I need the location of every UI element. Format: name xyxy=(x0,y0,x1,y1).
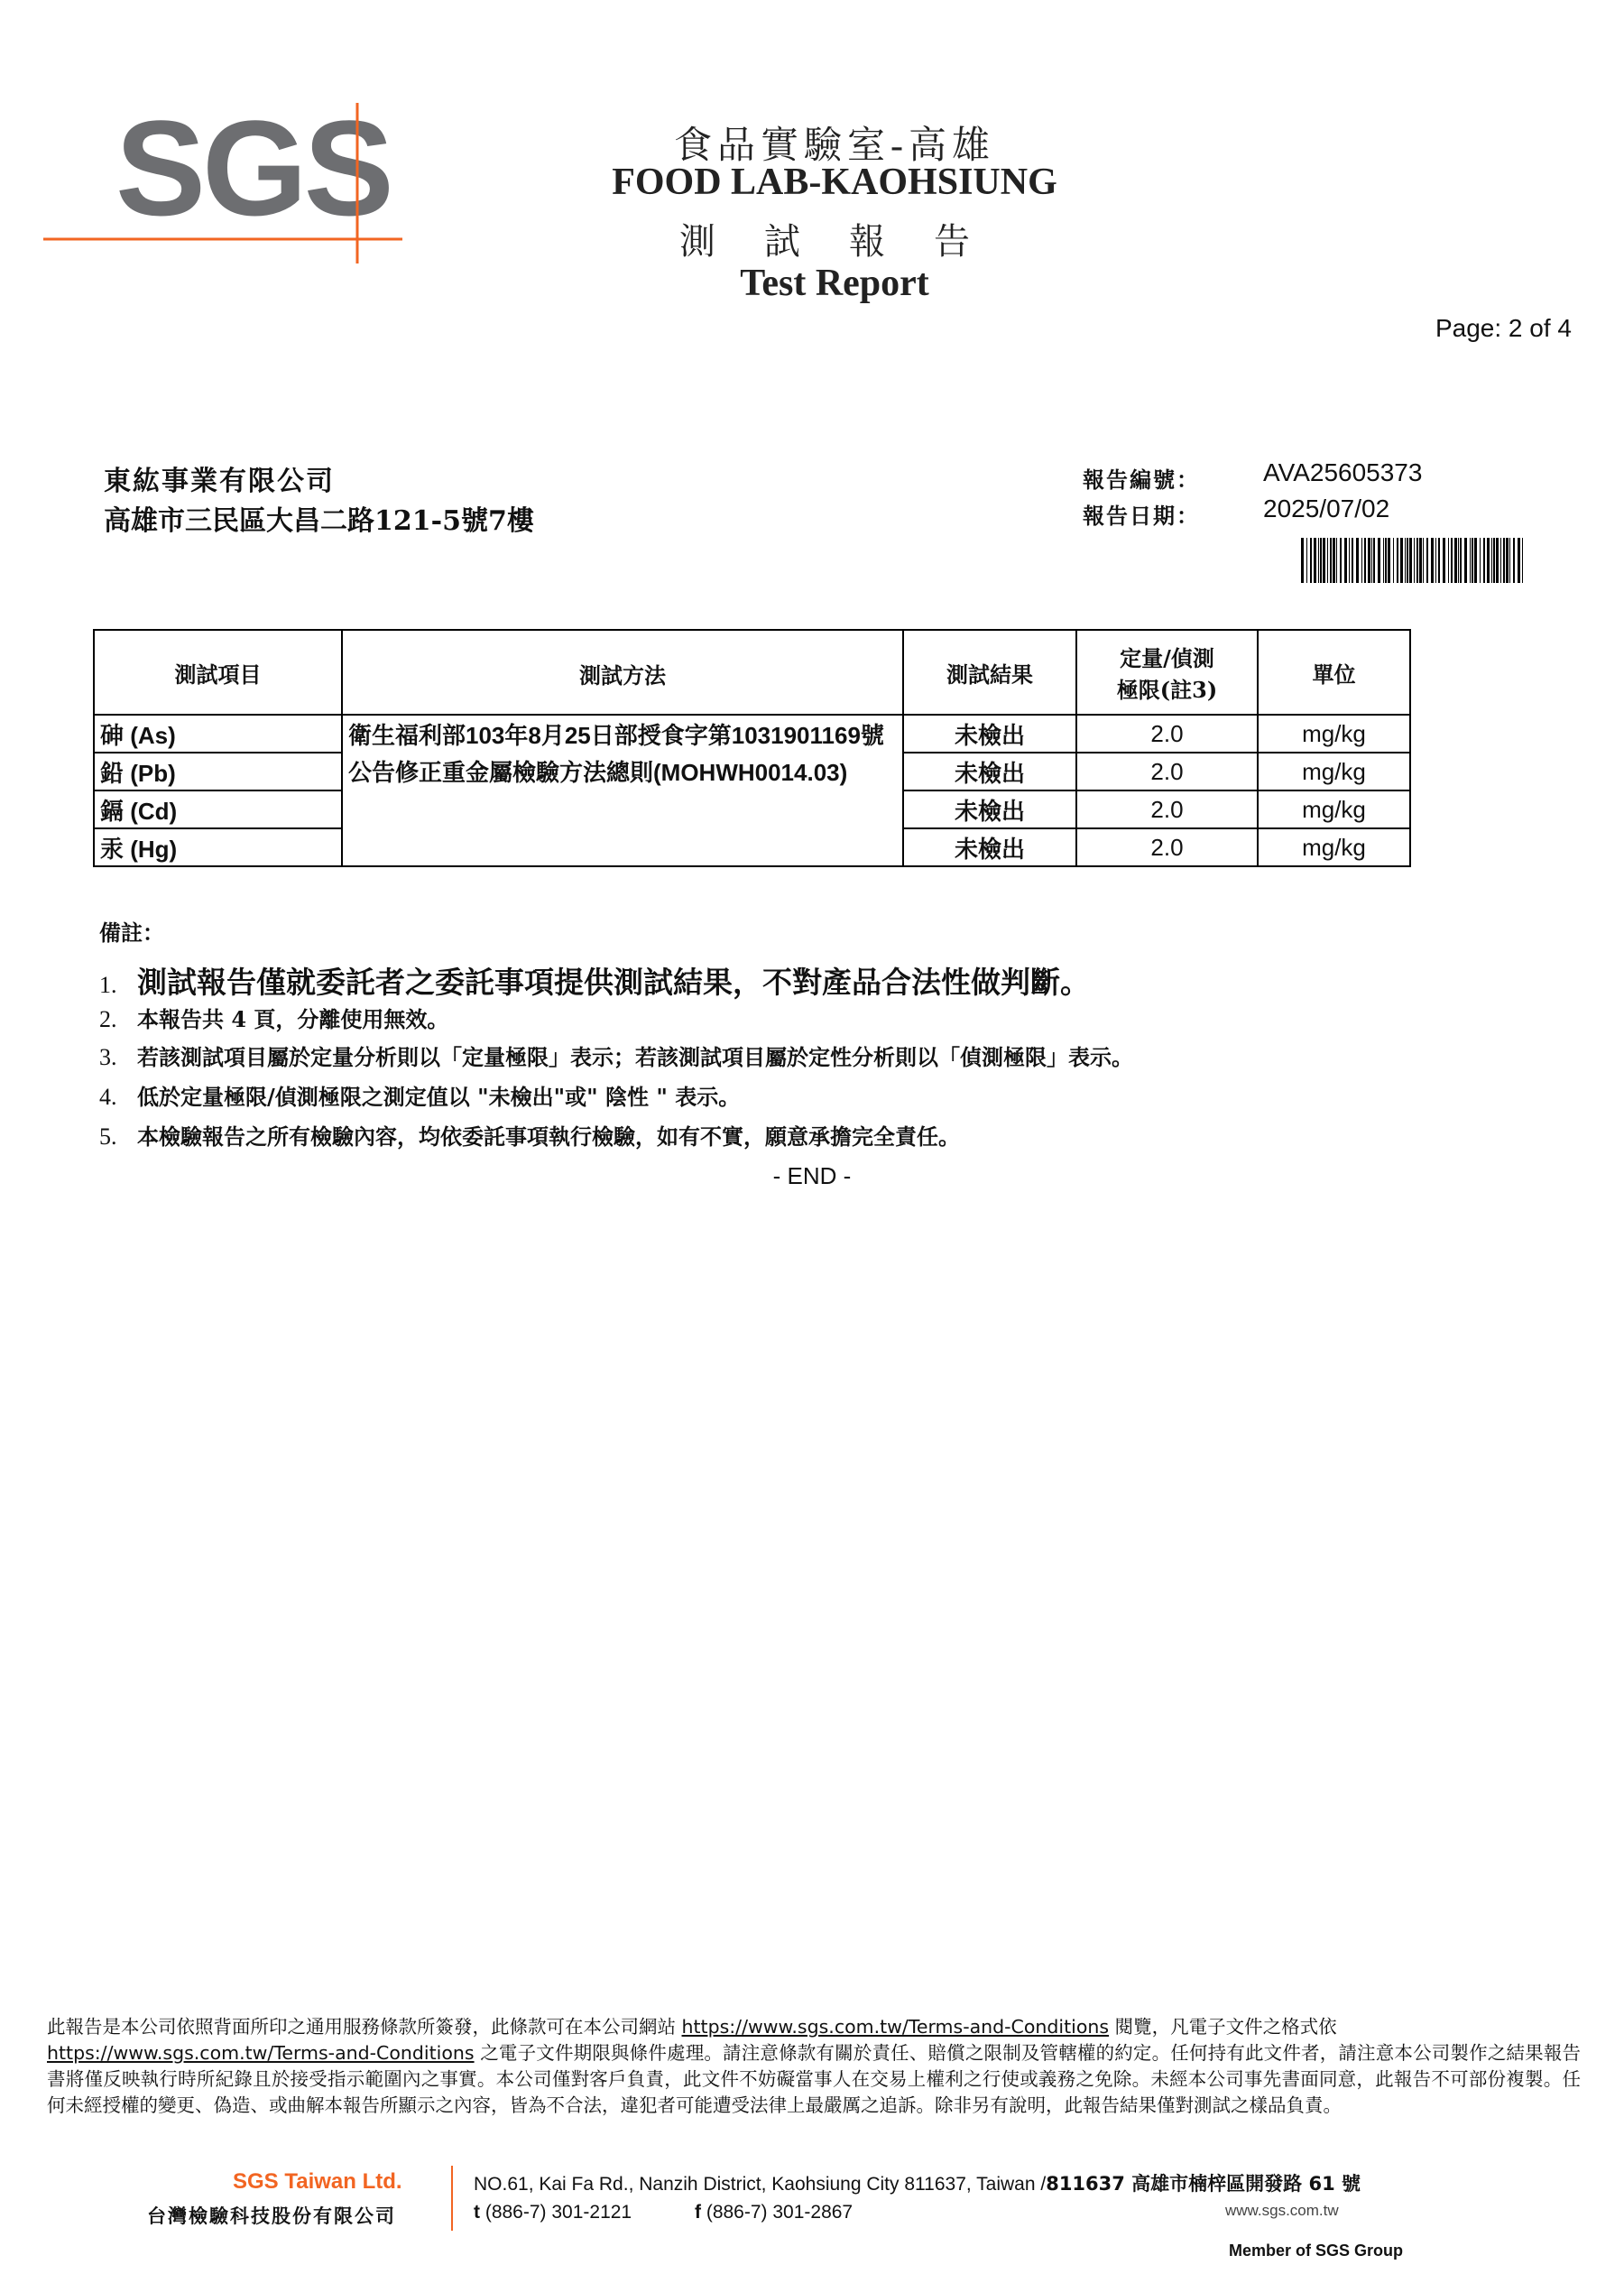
limit-cell: 2.0 xyxy=(1076,715,1258,753)
item-cell: 砷 (As) xyxy=(94,715,342,753)
table-header-row xyxy=(94,630,1410,715)
fax-number: (886-7) 301-2867 xyxy=(701,2202,854,2223)
remark-number: 3. xyxy=(99,1044,117,1070)
remark-item xyxy=(99,1040,1133,1071)
barcode-bar xyxy=(1458,538,1459,583)
phone-number: (886-7) 301-2121 xyxy=(480,2202,632,2223)
barcode-bar xyxy=(1310,538,1312,583)
barcode-bar xyxy=(1491,538,1492,583)
remark-number: 5. xyxy=(99,1123,117,1150)
barcode-bar xyxy=(1513,538,1515,583)
result-cell: 未檢出 xyxy=(903,753,1076,790)
lab-name-en: FOOD LAB-KAOHSIUNG xyxy=(612,162,1057,203)
barcode-bar xyxy=(1472,538,1473,583)
barcode-bar xyxy=(1364,538,1366,583)
barcode-bar xyxy=(1333,538,1335,583)
logo-text: SGS xyxy=(115,99,391,244)
item-cell: 汞 (Hg) xyxy=(94,828,342,866)
company-fax xyxy=(695,2202,853,2223)
barcode-bar xyxy=(1301,538,1304,583)
barcode-bar xyxy=(1448,538,1449,583)
report-date: 2025/07/02 xyxy=(1263,495,1390,522)
barcode-bar xyxy=(1393,538,1394,583)
barcode-bar xyxy=(1460,538,1462,583)
fax-prefix: f xyxy=(695,2202,701,2223)
barcode-bar xyxy=(1409,538,1412,583)
company-name-en: SGS Taiwan Ltd. xyxy=(233,2169,402,2194)
remark-text: 本檢驗報告之所有檢驗內容，均依委託事項執行檢驗，如有不實，願意承擔完全責任。 xyxy=(137,1123,960,1150)
barcode-bar xyxy=(1327,538,1328,583)
barcode-bar xyxy=(1371,538,1372,583)
remark-text: 本報告共 4 頁，分離使用無效。 xyxy=(137,1006,449,1032)
unit-cell: mg/kg xyxy=(1258,753,1410,790)
remark-number: 2. xyxy=(99,1006,117,1032)
header-result: 測試結果 xyxy=(903,630,1076,715)
result-cell: 未檢出 xyxy=(903,790,1076,828)
sgs-logo xyxy=(43,99,413,271)
barcode-bar xyxy=(1438,538,1440,583)
method-cell: 衛生福利部103年8月25日部授食字第1031901169號公告修正重金屬檢驗方法總則(MOHWH0014.03) xyxy=(342,715,903,866)
report-date-label: 報告日期： xyxy=(1083,503,1200,529)
barcode xyxy=(1301,538,1527,583)
end-marker: - END - xyxy=(772,1162,852,1189)
barcode-bar xyxy=(1400,538,1403,583)
header-limit-line1: 定量/偵測 xyxy=(1120,645,1214,671)
header-method: 測試方法 xyxy=(342,630,903,715)
barcode-bar xyxy=(1320,538,1322,583)
barcode-bar xyxy=(1426,538,1428,583)
remark-text: 若該測試項目屬於定量分析則以「定量極限」表示；若該測試項目屬於定性分析則以「偵測極限」表示。 xyxy=(137,1044,1133,1070)
report-title-en: Test Report xyxy=(740,263,929,304)
barcode-bar xyxy=(1405,538,1406,583)
report-number: AVA25605373 xyxy=(1263,458,1423,486)
address-zh: 811637 高雄市楠梓區開發路 61 號 xyxy=(1046,2173,1361,2195)
barcode-bar xyxy=(1487,538,1490,583)
barcode-bar xyxy=(1454,538,1457,583)
terms-link[interactable]: https://www.sgs.com.tw/Terms-and-Conditions xyxy=(681,2016,1110,2038)
remark-number: 1. xyxy=(99,972,117,998)
barcode-bar xyxy=(1368,538,1370,583)
report-title-zh: 測 試 報 告 xyxy=(679,221,990,262)
header-unit: 單位 xyxy=(1258,630,1410,715)
barcode-bar xyxy=(1464,538,1467,583)
barcode-bar xyxy=(1493,538,1495,583)
item-cell: 鉛 (Pb) xyxy=(94,753,342,790)
header-limit xyxy=(1076,630,1258,715)
barcode-bar xyxy=(1323,538,1325,583)
barcode-bar xyxy=(1474,538,1477,583)
barcode-bar xyxy=(1318,538,1319,583)
limit-cell: 2.0 xyxy=(1076,753,1258,790)
remark-item xyxy=(99,1002,448,1033)
barcode-bar xyxy=(1435,538,1436,583)
unit-cell: mg/kg xyxy=(1258,790,1410,828)
barcode-bar xyxy=(1480,538,1481,583)
barcode-bar xyxy=(1314,538,1316,583)
barcode-bar xyxy=(1506,538,1509,583)
result-cell: 未檢出 xyxy=(903,828,1076,866)
company-name-zh: 台灣檢驗科技股份有限公司 xyxy=(147,2205,396,2227)
disclaimer-text: 此報告是本公司依照背面所印之通用服務條款所簽發，此條款可在本公司網站 xyxy=(47,2016,682,2038)
unit-cell: mg/kg xyxy=(1258,828,1410,866)
remark-item xyxy=(99,959,1090,1002)
barcode-bar xyxy=(1431,538,1434,583)
report-number-label: 報告編號： xyxy=(1083,467,1200,493)
barcode-bar xyxy=(1352,538,1353,583)
address-en: NO.61, Kai Fa Rd., Nanzih District, Kaohsiung City 811637, Taiwan / xyxy=(474,2174,1047,2195)
terms-link[interactable]: https://www.sgs.com.tw/Terms-and-Conditions xyxy=(47,2042,475,2064)
remark-item xyxy=(99,1119,960,1151)
remarks-title: 備註： xyxy=(99,920,164,946)
remark-item xyxy=(99,1079,740,1111)
header-item: 測試項目 xyxy=(94,630,342,715)
barcode-bar xyxy=(1385,538,1387,583)
barcode-bar xyxy=(1470,538,1471,583)
table-row xyxy=(94,715,1410,753)
company-website[interactable]: www.sgs.com.tw xyxy=(1225,2202,1339,2219)
remark-text: 測試報告僅就委託者之委託事項提供測試結果，不對產品合法性做判斷。 xyxy=(137,965,1090,1000)
barcode-bar xyxy=(1383,538,1384,583)
limit-cell: 2.0 xyxy=(1076,790,1258,828)
barcode-bar xyxy=(1419,538,1422,583)
disclaimer-text: 之電子文件期限與條件處理。請注意條款有關於責任、賠償之限制及管轄權的約定。任何持有此文件者，請注意本公司製作之結果報告書將僅反映執行時所紀錄且於接受指示範圍內之事實。本公司僅對客戶負責，此文件不妨礙當事人在交易上權利之行使或義務之免除。未經本公司事先書面同意，此報告不可部份複製。任何未經授權的變更、偽造、或曲解本報告所顯示之內容，皆為不合法，違犯者可能遭受法律上最嚴厲之追訴。除非另有說明，此報告結果僅對測試之樣品負責。 xyxy=(47,2042,1581,2116)
barcode-bar xyxy=(1349,538,1350,583)
remark-number: 4. xyxy=(99,1084,117,1110)
phone-prefix: t xyxy=(474,2202,480,2223)
barcode-bar xyxy=(1330,538,1332,583)
barcode-bar xyxy=(1443,538,1445,583)
legal-disclaimer xyxy=(47,2014,1581,2119)
member-of-group: Member of SGS Group xyxy=(1229,2242,1404,2260)
barcode-bar xyxy=(1414,538,1415,583)
barcode-bar xyxy=(1373,538,1375,583)
result-cell: 未檢出 xyxy=(903,715,1076,753)
barcode-bar xyxy=(1483,538,1485,583)
limit-cell: 2.0 xyxy=(1076,828,1258,866)
remark-text: 低於定量極限/偵測極限之測定值以 "未檢出"或" 陰性 " 表示。 xyxy=(137,1084,741,1110)
barcode-bar xyxy=(1522,538,1523,583)
barcode-bar xyxy=(1356,538,1359,583)
barcode-bar xyxy=(1423,538,1424,583)
item-cell: 鎘 (Cd) xyxy=(94,790,342,828)
barcode-bar xyxy=(1397,538,1398,583)
barcode-bar xyxy=(1451,538,1453,583)
barcode-bar xyxy=(1388,538,1390,583)
barcode-bar xyxy=(1340,538,1342,583)
barcode-bar xyxy=(1500,538,1501,583)
results-table xyxy=(93,629,1411,867)
barcode-bar xyxy=(1336,538,1337,583)
page-number: Page: 2 of 4 xyxy=(1435,314,1572,342)
barcode-bar xyxy=(1361,538,1362,583)
company-phone xyxy=(474,2202,632,2223)
barcode-bar xyxy=(1503,538,1505,583)
barcode-bar xyxy=(1306,538,1307,583)
company-address xyxy=(474,2169,1361,2196)
unit-cell: mg/kg xyxy=(1258,715,1410,753)
barcode-bar xyxy=(1496,538,1499,583)
footer-divider xyxy=(451,2166,453,2231)
client-address: 高雄市三民區大昌二路121-5號7樓 xyxy=(104,505,534,537)
barcode-bar xyxy=(1344,538,1347,583)
client-name: 東紘事業有限公司 xyxy=(104,466,335,497)
barcode-bar xyxy=(1378,538,1380,583)
barcode-bar xyxy=(1518,538,1520,583)
disclaimer-text: 閱覽，凡電子文件之格式依 xyxy=(1109,2016,1337,2038)
barcode-bar xyxy=(1407,538,1408,583)
barcode-bar xyxy=(1416,538,1418,583)
header-limit-line2: 極限(註3) xyxy=(1116,677,1218,703)
lab-name-zh: 食品實驗室-高雄 xyxy=(674,125,995,167)
barcode-bar xyxy=(1509,538,1510,583)
